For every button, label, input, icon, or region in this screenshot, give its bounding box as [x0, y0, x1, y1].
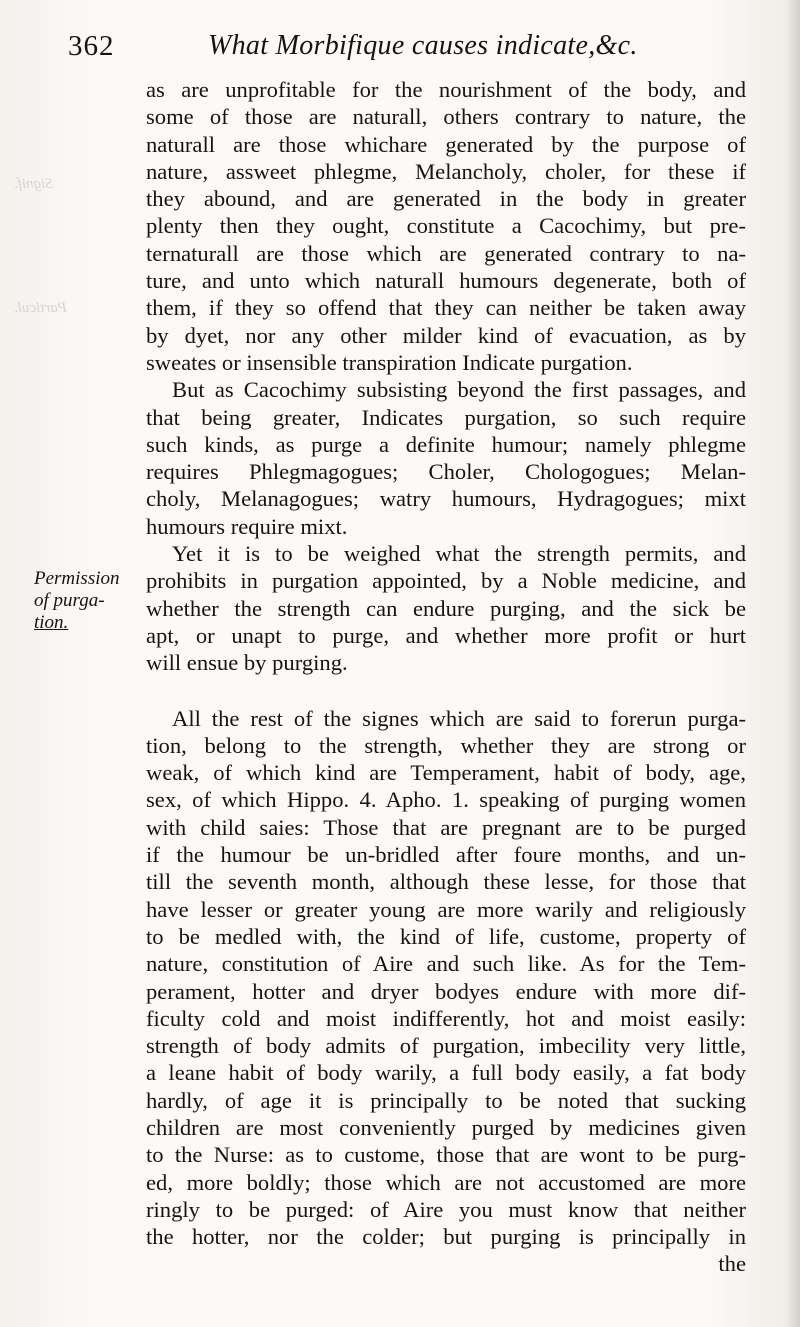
show-through-text: Particul. — [14, 300, 67, 316]
text-line: a leane habit of body warily, a full body easily, a fat body — [146, 1060, 746, 1086]
page-number: 362 — [68, 30, 115, 62]
margin-note-line: Permission — [34, 568, 120, 589]
text-line: hardly, of age it is principally to be noted that sucking — [146, 1087, 746, 1113]
text-line: All the rest of the signes which are said to forerun purga- — [172, 705, 746, 731]
text-line: naturall are those whichare generated by the purpose of — [146, 131, 746, 157]
text-line: perament, hotter and dryer bodyes endure with more dif- — [146, 978, 746, 1004]
margin-note — [34, 568, 142, 634]
text-line: sex, of which Hippo. 4. Apho. 1. speaking of purging women — [146, 787, 746, 813]
margin-note-line: of purga- — [34, 590, 105, 611]
margin-note-line: tion. — [34, 612, 69, 633]
text-line: ficulty cold and moist indifferently, hot and moist easily: — [146, 1005, 746, 1031]
gutter-shadow — [786, 0, 800, 1327]
text-line: have lesser or greater young are more warily and religiously — [146, 896, 746, 922]
text-line: by dyet, nor any other milder kind of evacuation, as by — [146, 322, 746, 348]
text-line: choly, Melanagogues; watry humours, Hydragogues; mixt — [146, 486, 746, 512]
show-through-text: Signif. — [14, 176, 53, 192]
text-line: strength of body admits of purgation, imbecility very little, — [146, 1033, 746, 1059]
text-line: ternaturall are those which are generated contrary to na- — [146, 240, 746, 266]
text-line: that being greater, Indicates purgation, so such require — [146, 404, 746, 430]
text-line: such kinds, as purge a definite humour; namely phlegme — [146, 431, 746, 457]
body-text — [146, 76, 746, 1278]
text-line: tion, belong to the strength, whether they are strong or — [146, 732, 746, 758]
text-line: humours require mixt. — [146, 513, 348, 539]
text-line: them, if they so offend that they can neither be taken away — [146, 295, 746, 321]
text-line: with child saies: Those that are pregnant are to be purged — [146, 814, 746, 840]
text-line: children are most conveniently purged by medicines given — [146, 1114, 746, 1140]
paragraph-gap — [146, 677, 746, 705]
text-line: plenty then they ought, constitute a Cacochimy, but pre- — [146, 213, 746, 239]
text-line: some of those are naturall, others contrary to nature, the — [146, 104, 746, 130]
text-line: nature, constitution of Aire and such like. As for the Tem- — [146, 951, 746, 977]
text-line: as are unprofitable for the nourishment of the body, and — [146, 77, 746, 102]
text-line: nature, assweet phlegme, Melancholy, choler, for these if — [146, 158, 746, 184]
running-title: What Morbifique causes indicate,&c. — [208, 30, 638, 61]
text-line: ed, more boldly; those which are not accustomed are more — [146, 1169, 746, 1195]
text-line: weak, of which kind are Temperament, habit of body, age, — [146, 760, 746, 786]
text-line: if the humour be un-bridled after foure months, and un- — [146, 842, 746, 868]
text-line: ture, and unto which naturall humours degenerate, both of — [146, 268, 746, 294]
text-line: they abound, and are generated in the body in greater — [146, 186, 746, 212]
text-line: prohibits in purgation appointed, by a Noble medicine, and — [146, 568, 746, 594]
catchword: the — [718, 1251, 746, 1277]
text-line: to the Nurse: as to custome, those that are wont to be purg- — [146, 1142, 746, 1168]
text-line: requires Phlegmagogues; Choler, Chologogues; Melan- — [146, 459, 746, 485]
text-line: sweates or insensible transpiration Indicate purgation. — [146, 349, 633, 375]
text-line: Yet it is to be weighed what the strength permits, and — [172, 541, 746, 567]
text-line: ringly to be purged: of Aire you must know that neither — [146, 1196, 746, 1222]
text-line: apt, or unapt to purge, and whether more profit or hurt — [146, 622, 746, 648]
text-line: But as Cacochimy subsisting beyond the first passages, and — [172, 377, 746, 403]
text-line: the hotter, nor the colder; but purging is principally in — [146, 1224, 746, 1250]
text-line: to be medled with, the kind of life, custome, property of — [146, 923, 746, 949]
text-line: till the seventh month, although these lesse, for those that — [146, 869, 746, 895]
text-line: will ensue by purging. — [146, 650, 348, 676]
running-head — [68, 30, 758, 76]
text-line: whether the strength can endure purging, and the sick be — [146, 595, 746, 621]
